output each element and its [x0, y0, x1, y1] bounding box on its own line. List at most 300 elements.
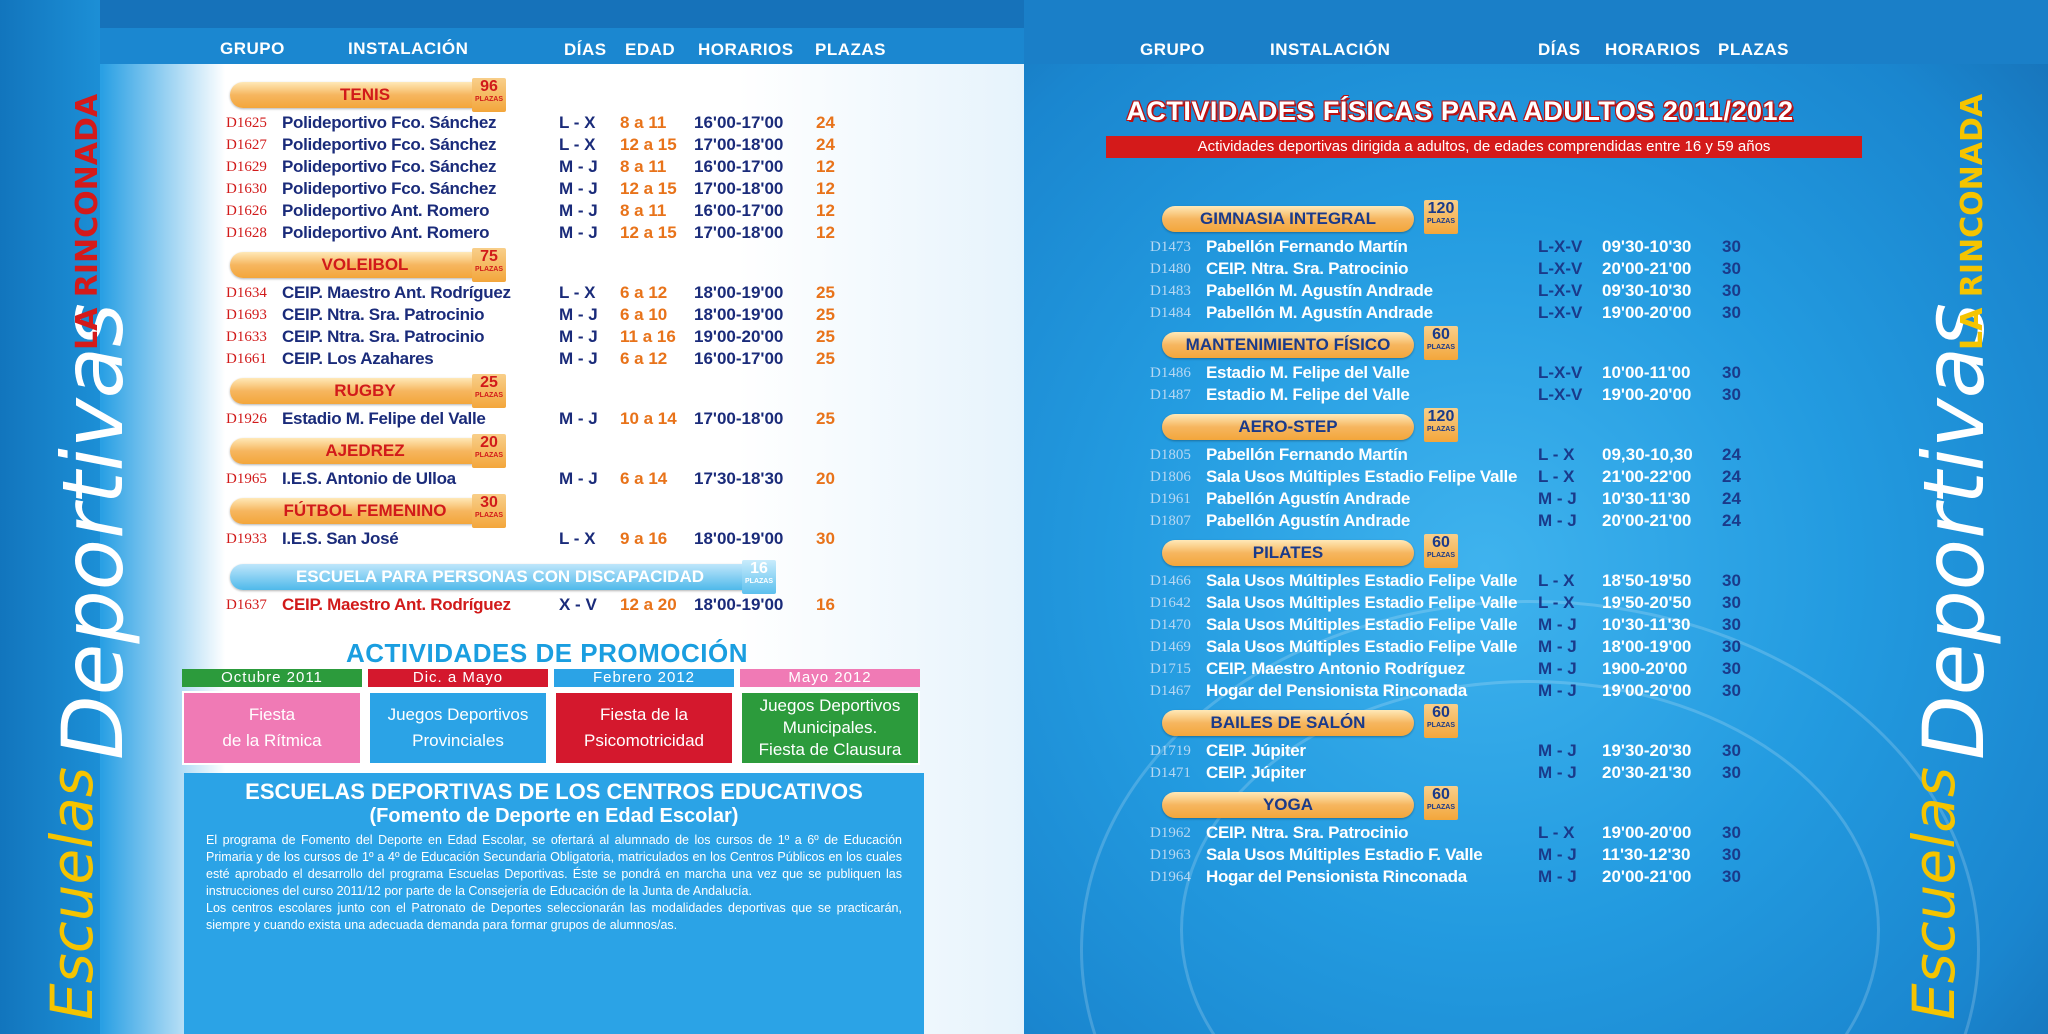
row-plazas: 24: [816, 135, 835, 154]
plazas-label: PLAZAS: [1427, 426, 1455, 433]
adult-section-header-pill: GIMNASIA INTEGRAL: [1162, 206, 1414, 232]
row-days: L-X-V: [1538, 237, 1583, 256]
row-code: D1629: [226, 159, 267, 175]
row-code: D1630: [226, 181, 267, 197]
promo-line-1: Juegos Deportivos: [759, 696, 901, 715]
row-plazas: 30: [1722, 385, 1741, 404]
section-header-pill: RUGBY: [230, 378, 500, 404]
row-hours: 19'00-20'00: [1602, 303, 1692, 322]
plazas-count: 25: [480, 374, 498, 391]
row-installation: Pabellón Fernando Martín: [1206, 237, 1408, 256]
row-hours: 20'00-21'00: [1602, 259, 1692, 278]
row-code: D1473: [1150, 239, 1191, 255]
promo-line-2: de la Rítmica: [222, 731, 322, 750]
table-row: [226, 468, 866, 490]
row-code: D1642: [1150, 595, 1191, 611]
schools-subtitle: (Fomento de Deporte en Edad Escolar): [369, 805, 739, 827]
plazas-label: PLAZAS: [475, 452, 503, 459]
row-hours: 09,30-10,30: [1602, 445, 1693, 464]
row-hours: 09'30-10'30: [1602, 281, 1692, 300]
vertical-title-escuelas-right: Escuelas: [1900, 766, 1968, 1020]
row-days: L - X: [559, 135, 596, 154]
vertical-title-deportivas-right: Deportivas: [1905, 303, 2003, 760]
row-hours: 09'30-10'30: [1602, 237, 1692, 256]
promo-line-1: Fiesta: [248, 705, 296, 724]
row-hours: 17'00-18'00: [694, 179, 784, 198]
col-header-edad: EDAD: [625, 40, 676, 59]
row-plazas: 30: [1722, 303, 1741, 322]
row-installation: CEIP. Ntra. Sra. Patrocinio: [282, 305, 485, 324]
row-code: D1627: [226, 137, 267, 153]
adult-plazas-badge: [1424, 408, 1458, 442]
row-age: 6 a 12: [620, 283, 668, 302]
row-days: L - X: [1538, 445, 1575, 464]
row-installation: I.E.S. Antonio de Ulloa: [282, 469, 456, 488]
adult-table-row: [1150, 822, 1870, 844]
col-header-dias-right: DÍAS: [1538, 40, 1581, 59]
row-plazas: 30: [1722, 571, 1741, 590]
row-plazas: 30: [1722, 593, 1741, 612]
adult-table-row: [1150, 466, 1870, 488]
plazas-badge: [472, 374, 506, 408]
row-days: L - X: [559, 529, 596, 548]
table-row: [226, 348, 866, 370]
row-days: M - J: [1538, 681, 1577, 700]
col-header-horarios: HORARIOS: [698, 40, 794, 59]
row-age: 8 a 11: [620, 201, 667, 220]
section-header-pill: ESCUELA PARA PERSONAS CON DISCAPACIDAD: [230, 564, 770, 590]
plazas-label: PLAZAS: [475, 392, 503, 399]
row-code: D1965: [226, 471, 267, 487]
row-days: L - X: [1538, 593, 1575, 612]
row-days: M - J: [559, 409, 598, 428]
row-code: D1625: [226, 115, 267, 131]
plazas-badge: [472, 248, 506, 282]
plazas-badge: [472, 494, 506, 528]
row-installation: CEIP. Ntra. Sra. Patrocinio: [1206, 823, 1409, 842]
row-days: M - J: [559, 469, 598, 488]
row-days: M - J: [1538, 659, 1577, 678]
section-header-pill: FÚTBOL FEMENINO: [230, 498, 500, 524]
adult-section-header-pill: PILATES: [1162, 540, 1414, 566]
row-installation: CEIP. Maestro Ant. Rodríguez: [282, 283, 511, 302]
row-installation: Polideportivo Fco. Sánchez: [282, 135, 497, 154]
row-code: D1628: [226, 225, 267, 241]
row-installation: CEIP. Ntra. Sra. Patrocinio: [282, 327, 485, 346]
row-days: L - X: [1538, 467, 1575, 486]
row-plazas: 30: [1722, 615, 1741, 634]
row-plazas: 30: [1722, 363, 1741, 382]
plazas-count: 20: [480, 434, 498, 451]
row-plazas: 25: [816, 349, 835, 368]
row-code: D1466: [1150, 573, 1191, 589]
row-hours: 19'30-20'30: [1602, 741, 1692, 760]
promo-box: [368, 691, 548, 765]
adults-subtitle: Actividades deportivas dirigida a adultos, de edades comprendidas entre 16 y 59 años: [1106, 136, 1862, 158]
table-row: [226, 112, 866, 134]
row-hours: 20'00-21'00: [1602, 867, 1692, 886]
promo-line-2: Provinciales: [412, 731, 504, 750]
adult-section-header-pill: YOGA: [1162, 792, 1414, 818]
row-installation: Polideportivo Fco. Sánchez: [282, 157, 497, 176]
table-row: [226, 528, 866, 550]
row-days: M - J: [1538, 615, 1577, 634]
row-hours: 19'00-20'00: [1602, 823, 1692, 842]
row-code: D1469: [1150, 639, 1191, 655]
row-days: M - J: [559, 157, 598, 176]
adult-section-header-pill: BAILES DE SALÓN: [1162, 710, 1414, 736]
row-days: M - J: [559, 349, 598, 368]
table-row: [226, 200, 866, 222]
row-code: D1470: [1150, 617, 1191, 633]
plazas-count: 60: [1432, 704, 1450, 721]
adults-title: ACTIVIDADES FÍSICAS PARA ADULTOS 2011/2012: [1126, 96, 1794, 126]
promo-month-tab: Dic. a Mayo: [368, 669, 548, 687]
adult-table-row: [1150, 570, 1870, 592]
row-hours: 18'50-19'50: [1602, 571, 1692, 590]
row-days: M - J: [1538, 637, 1577, 656]
plazas-badge: [472, 434, 506, 468]
row-plazas: 12: [816, 179, 835, 198]
row-days: L-X-V: [1538, 363, 1583, 382]
promo-month-tab: Octubre 2011: [182, 669, 362, 687]
row-code: D1626: [226, 203, 267, 219]
row-code: D1483: [1150, 283, 1191, 299]
row-code: D1633: [226, 329, 267, 345]
col-header-dias: DÍAS: [564, 40, 607, 59]
row-hours: 10'30-11'30: [1602, 489, 1691, 508]
promo-line-1: Fiesta de la: [600, 705, 688, 724]
plazas-label: PLAZAS: [475, 266, 503, 273]
row-days: M - J: [1538, 741, 1577, 760]
row-days: L - X: [559, 283, 596, 302]
row-plazas: 30: [1722, 637, 1741, 656]
row-installation: Sala Usos Múltiples Estadio F. Valle: [1206, 845, 1483, 864]
row-installation: Sala Usos Múltiples Estadio Felipe Valle: [1206, 615, 1518, 634]
row-code: D1487: [1150, 387, 1191, 403]
row-installation: Pabellón M. Agustín Andrade: [1206, 303, 1433, 322]
row-age: 6 a 10: [620, 305, 668, 324]
row-age: 12 a 15: [620, 179, 677, 198]
plazas-label: PLAZAS: [475, 512, 503, 519]
row-age: 9 a 16: [620, 529, 668, 548]
row-hours: 17'00-18'00: [694, 223, 784, 242]
vertical-title-place: LA RINCONADA: [70, 93, 105, 350]
row-hours: 18'00-19'00: [694, 529, 784, 548]
promo-month-tab: Febrero 2012: [554, 669, 734, 687]
row-code: D1693: [226, 307, 267, 323]
plazas-label: PLAZAS: [1427, 218, 1455, 225]
row-installation: Polideportivo Fco. Sánchez: [282, 179, 497, 198]
plazas-label: PLAZAS: [745, 578, 773, 585]
row-days: M - J: [559, 223, 598, 242]
row-hours: 11'30-12'30: [1602, 845, 1691, 864]
adult-table-row: [1150, 762, 1870, 784]
row-installation: CEIP. Júpiter: [1206, 741, 1306, 760]
row-days: M - J: [1538, 763, 1577, 782]
row-code: D1634: [226, 285, 267, 301]
plazas-count: 75: [480, 248, 498, 265]
plazas-count: 16: [750, 560, 768, 577]
row-days: M - J: [1538, 489, 1577, 508]
row-installation: I.E.S. San José: [282, 529, 399, 548]
row-plazas: 30: [1722, 867, 1741, 886]
row-plazas: 30: [1722, 741, 1741, 760]
adult-table-row: [1150, 302, 1870, 324]
adult-table-row: [1150, 444, 1870, 466]
col-header-grupo-right: GRUPO: [1140, 40, 1205, 59]
row-code: D1484: [1150, 305, 1191, 321]
row-code: D1961: [1150, 491, 1191, 507]
schools-paragraph-1: El programa de Fomento del Deporte en Edad Escolar, se ofertará al alumnado de los cursos de 1º a 6º de Educación Primaria y de los cursos de 1º a 4º de Educación Secundaria Obligatoria, matriculados en los Centros Públicos en los cuales esté aprobado el desarrollo del programa Escuelas Deportivas. Éste se pondrá en marcha una vez que se publiquen las instrucciones del curso 2011/12 por parte de la Consejería de Educación de la Junta de Andalucía.: [206, 833, 902, 898]
row-installation: Sala Usos Múltiples Estadio Felipe Valle: [1206, 593, 1518, 612]
row-plazas: 25: [816, 327, 835, 346]
row-hours: 16'00-17'00: [694, 201, 784, 220]
row-days: M - J: [559, 201, 598, 220]
row-installation: Estadio M. Felipe del Valle: [282, 409, 486, 428]
table-row: [226, 134, 866, 156]
row-code: D1719: [1150, 743, 1191, 759]
row-plazas: 24: [1722, 467, 1741, 486]
plazas-count: 60: [1432, 786, 1450, 803]
plazas-count: 120: [1427, 408, 1455, 425]
row-plazas: 24: [1722, 511, 1741, 530]
row-installation: Sala Usos Múltiples Estadio Felipe Valle: [1206, 571, 1518, 590]
row-installation: Pabellón Fernando Martín: [1206, 445, 1408, 464]
table-row: [226, 282, 866, 304]
row-age: 6 a 12: [620, 349, 668, 368]
table-row: [226, 594, 866, 616]
row-plazas: 24: [1722, 489, 1741, 508]
row-hours: 19'00-20'00: [694, 327, 784, 346]
row-installation: Estadio M. Felipe del Valle: [1206, 385, 1410, 404]
row-age: 11 a 16: [620, 327, 676, 346]
schools-box: [184, 773, 924, 1034]
row-days: M - J: [1538, 845, 1577, 864]
row-plazas: 30: [1722, 845, 1741, 864]
plazas-label: PLAZAS: [475, 96, 503, 103]
adult-table-row: [1150, 740, 1870, 762]
row-plazas: 20: [816, 469, 835, 488]
row-hours: 18'00-19'00: [1602, 637, 1692, 656]
row-installation: Pabellón Agustín Andrade: [1206, 489, 1411, 508]
row-days: M - J: [1538, 867, 1577, 886]
row-age: 6 a 14: [620, 469, 668, 488]
row-plazas: 16: [816, 595, 835, 614]
adult-table-row: [1150, 362, 1870, 384]
plazas-badge: [742, 560, 776, 594]
adult-table-row: [1150, 488, 1870, 510]
row-plazas: 24: [816, 113, 835, 132]
col-header-instalacion: INSTALACIÓN: [348, 39, 469, 58]
adult-table-row: [1150, 280, 1870, 302]
table-row: [226, 408, 866, 430]
promo-line-1: Juegos Deportivos: [387, 705, 529, 724]
adult-section-header-pill: AERO-STEP: [1162, 414, 1414, 440]
row-hours: 20'30-21'30: [1602, 763, 1692, 782]
row-plazas: 30: [1722, 281, 1741, 300]
row-plazas: 30: [816, 529, 835, 548]
row-installation: Hogar del Pensionista Rinconada: [1206, 681, 1467, 700]
adult-table-row: [1150, 510, 1870, 532]
adult-table-row: [1150, 258, 1870, 280]
row-installation: CEIP. Júpiter: [1206, 763, 1306, 782]
row-code: D1715: [1150, 661, 1191, 677]
row-age: 12 a 20: [620, 595, 677, 614]
row-plazas: 25: [816, 283, 835, 302]
promo-box: [182, 691, 362, 765]
schools-paragraph-2: Los centros escolares junto con el Patronato de Deportes seleccionarán las modalidades deportivas que se practicarán, siempre y cuando exista una adecuada demanda para formar grupos de alumnos/as.: [206, 901, 902, 932]
col-header-plazas-right: PLAZAS: [1718, 40, 1789, 59]
row-days: L - X: [559, 113, 596, 132]
plazas-badge: [472, 78, 506, 112]
row-hours: 16'00-17'00: [694, 113, 784, 132]
row-hours: 17'30-18'30: [694, 469, 784, 488]
table-row: [226, 304, 866, 326]
promo-line-3: Fiesta de Clausura: [758, 740, 902, 759]
row-plazas: 25: [816, 409, 835, 428]
row-hours: 19'00-20'00: [1602, 681, 1692, 700]
section-header-pill: AJEDREZ: [230, 438, 500, 464]
adult-plazas-badge: [1424, 534, 1458, 568]
row-code: D1471: [1150, 765, 1191, 781]
vertical-title-deportivas: Deportivas: [44, 303, 142, 760]
row-days: M - J: [559, 327, 598, 346]
row-days: L-X-V: [1538, 385, 1583, 404]
row-code: D1467: [1150, 683, 1191, 699]
plazas-label: PLAZAS: [1427, 552, 1455, 559]
adult-plazas-badge: [1424, 326, 1458, 360]
adult-table-row: [1150, 236, 1870, 258]
row-installation: Hogar del Pensionista Rinconada: [1206, 867, 1467, 886]
row-installation: Sala Usos Múltiples Estadio Felipe Valle: [1206, 467, 1518, 486]
row-days: X - V: [559, 595, 597, 614]
row-hours: 17'00-18'00: [694, 409, 784, 428]
row-hours: 16'00-17'00: [694, 157, 784, 176]
row-plazas: 30: [1722, 659, 1741, 678]
adult-plazas-badge: [1424, 786, 1458, 820]
adult-section-header-pill: MANTENIMIENTO FÍSICO: [1162, 332, 1414, 358]
row-installation: CEIP. Maestro Ant. Rodríguez: [282, 595, 511, 614]
schools-title: ESCUELAS DEPORTIVAS DE LOS CENTROS EDUCATIVOS: [245, 779, 863, 804]
row-plazas: 12: [816, 201, 835, 220]
promo-title: ACTIVIDADES DE PROMOCIÓN: [346, 638, 749, 668]
row-code: D1480: [1150, 261, 1191, 277]
row-installation: CEIP. Maestro Antonio Rodríguez: [1206, 659, 1465, 678]
col-header-plazas: PLAZAS: [815, 40, 886, 59]
row-installation: Polideportivo Ant. Romero: [282, 201, 490, 220]
row-hours: 10'30-11'30: [1602, 615, 1691, 634]
table-row: [226, 178, 866, 200]
row-plazas: 12: [816, 223, 835, 242]
row-installation: Sala Usos Múltiples Estadio Felipe Valle: [1206, 637, 1518, 656]
row-hours: 19'00-20'00: [1602, 385, 1692, 404]
row-age: 8 a 11: [620, 157, 667, 176]
section-header-pill: TENIS: [230, 82, 500, 108]
adult-table-row: [1150, 614, 1870, 636]
col-header-horarios-right: HORARIOS: [1605, 40, 1701, 59]
row-code: D1926: [226, 411, 267, 427]
row-hours: 19'50-20'50: [1602, 593, 1692, 612]
row-code: D1962: [1150, 825, 1191, 841]
row-code: D1806: [1150, 469, 1191, 485]
row-code: D1807: [1150, 513, 1191, 529]
section-header-pill: VOLEIBOL: [230, 252, 500, 278]
row-hours: 18'00-19'00: [694, 305, 784, 324]
row-code: D1661: [226, 351, 267, 367]
row-days: L-X-V: [1538, 259, 1583, 278]
row-hours: 20'00-21'00: [1602, 511, 1692, 530]
row-days: L - X: [1538, 823, 1575, 842]
row-plazas: 30: [1722, 823, 1741, 842]
row-days: L-X-V: [1538, 303, 1583, 322]
row-code: D1963: [1150, 847, 1191, 863]
adult-table-row: [1150, 636, 1870, 658]
row-hours: 16'00-17'00: [694, 349, 784, 368]
vertical-title-place-right: LA RINCONADA: [1955, 93, 1990, 350]
table-row: [226, 326, 866, 348]
plazas-count: 96: [480, 78, 498, 95]
promo-box: [554, 691, 734, 765]
plazas-label: PLAZAS: [1427, 722, 1455, 729]
row-days: M - J: [1538, 511, 1577, 530]
row-days: L - X: [1538, 571, 1575, 590]
row-age: 10 a 14: [620, 409, 677, 428]
vertical-title-escuelas: Escuelas: [38, 766, 106, 1020]
row-installation: CEIP. Los Azahares: [282, 349, 434, 368]
row-installation: Pabellón Agustín Andrade: [1206, 511, 1411, 530]
table-row: [226, 222, 866, 244]
promo-box: [740, 691, 920, 765]
row-days: L-X-V: [1538, 281, 1583, 300]
row-hours: 10'00-11'00: [1602, 363, 1691, 382]
row-hours: 17'00-18'00: [694, 135, 784, 154]
plazas-count: 30: [480, 494, 498, 511]
adult-table-row: [1150, 658, 1870, 680]
col-header-grupo: GRUPO: [220, 39, 285, 58]
plazas-label: PLAZAS: [1427, 804, 1455, 811]
row-hours: 21'00-22'00: [1602, 467, 1692, 486]
promo-month-tab: Mayo 2012: [740, 669, 920, 687]
table-row: [226, 156, 866, 178]
row-hours: 18'00-19'00: [694, 283, 784, 302]
row-code: D1933: [226, 531, 267, 547]
plazas-count: 120: [1427, 200, 1455, 217]
row-age: 12 a 15: [620, 223, 677, 242]
adult-table-row: [1150, 680, 1870, 702]
adult-table-row: [1150, 384, 1870, 406]
adult-plazas-badge: [1424, 704, 1458, 738]
plazas-count: 60: [1432, 326, 1450, 343]
promo-line-2: Psicomotricidad: [584, 731, 704, 750]
row-installation: Polideportivo Fco. Sánchez: [282, 113, 497, 132]
adult-table-row: [1150, 866, 1870, 888]
row-plazas: 24: [1722, 445, 1741, 464]
row-age: 8 a 11: [620, 113, 667, 132]
row-installation: CEIP. Ntra. Sra. Patrocinio: [1206, 259, 1409, 278]
plazas-count: 60: [1432, 534, 1450, 551]
row-installation: Estadio M. Felipe del Valle: [1206, 363, 1410, 382]
adult-table-row: [1150, 844, 1870, 866]
plazas-label: PLAZAS: [1427, 344, 1455, 351]
adult-table-row: [1150, 592, 1870, 614]
row-code: D1637: [226, 597, 267, 613]
row-plazas: 30: [1722, 259, 1741, 278]
row-days: M - J: [559, 179, 598, 198]
row-hours: 18'00-19'00: [694, 595, 784, 614]
promo-line-2: Municipales.: [782, 718, 878, 737]
row-plazas: 30: [1722, 763, 1741, 782]
